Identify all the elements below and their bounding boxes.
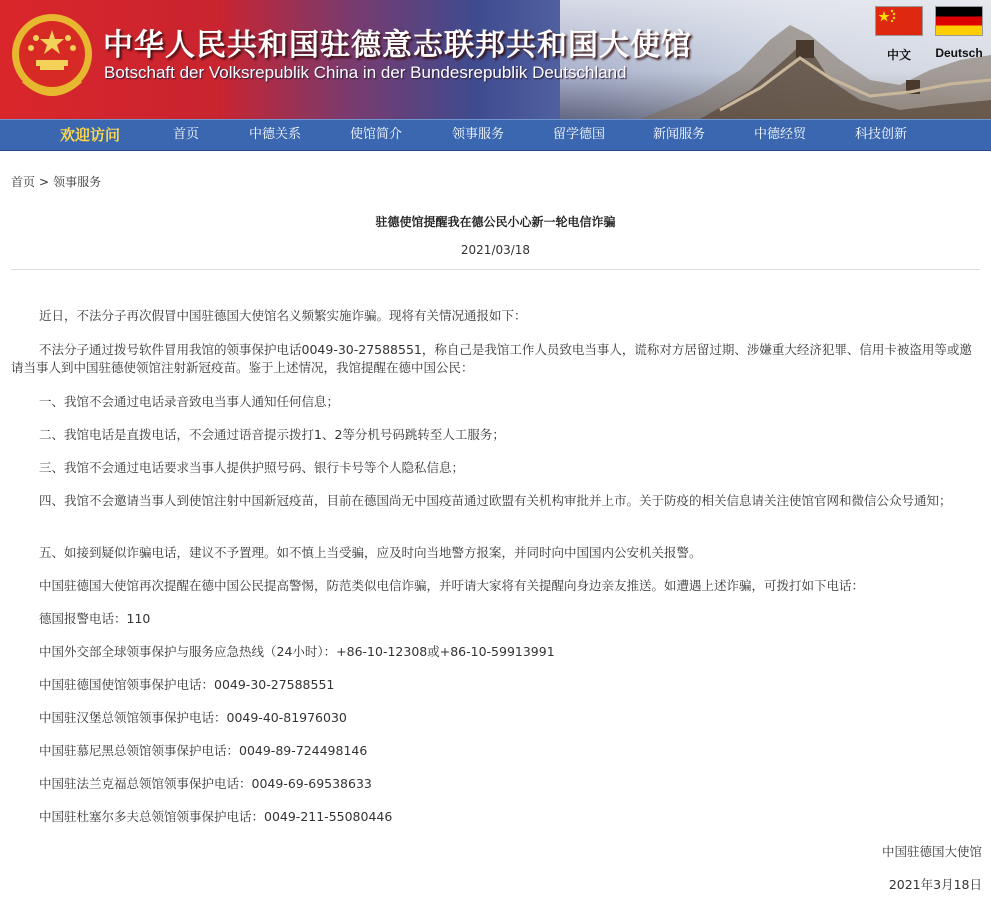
article-title: 驻德使馆提醒我在德公民小心新一轮电信诈骗	[375, 215, 616, 229]
nav-item-science-innovation[interactable]: 科技创新	[854, 127, 907, 142]
article-paragraph: 中国驻德国使馆领事保护电话：0049-30-27588551	[39, 677, 335, 692]
national-emblem-icon	[9, 10, 95, 106]
language-german-label: Deutsch	[935, 46, 983, 60]
article-paragraph: 中国驻慕尼黑总领馆领事保护电话：0049-89-724498146	[39, 743, 368, 758]
breadcrumb-home-link[interactable]: 首页	[11, 175, 36, 189]
article-paragraph: 中国驻汉堡总领馆领事保护电话：0049-40-81976030	[39, 710, 347, 725]
nav-item-consular-services[interactable]: 领事服务	[451, 127, 504, 142]
article-paragraph: 四、我馆不会邀请当事人到使馆注射中国新冠疫苗，目前在德国尚无中国疫苗通过欧盟有关机构审批并上市。关于防疫的相关信息请关注使馆官网和微信公众号通知；	[39, 493, 952, 508]
language-german-link[interactable]	[932, 6, 986, 60]
article-signature: 中国驻德国大使馆	[881, 844, 982, 859]
nav-item-sino-german-relations[interactable]: 中德关系	[248, 127, 301, 142]
article-signature-date: 2021年3月18日	[888, 877, 982, 892]
article-paragraph: 三、我馆不会通过电话要求当事人提供护照号码、银行卡号等个人隐私信息；	[39, 460, 465, 475]
article-paragraph: 二、我馆电话是直拨电话，不会通过语音提示拨打1、2等分机号码跳转至人工服务；	[39, 427, 505, 442]
site-title-chinese: 中华人民共和国驻德意志联邦共和国大使馆	[103, 28, 692, 63]
nav-item-news-services[interactable]: 新闻服务	[652, 127, 705, 142]
main-nav	[0, 119, 991, 151]
header-banner	[0, 0, 991, 119]
article-paragraph: 近日，不法分子再次假冒中国驻德国大使馆名义频繁实施诈骗。现将有关情况通报如下：	[39, 308, 527, 323]
nav-item-embassy-intro[interactable]: 使馆简介	[349, 127, 402, 142]
article-paragraph: 中国驻杜塞尔多夫总领馆领事保护电话：0049-211-55080446	[39, 809, 393, 824]
language-chinese-link[interactable]	[874, 6, 924, 63]
article-paragraph: 中国驻法兰克福总领馆领事保护电话：0049-69-69538633	[39, 776, 372, 791]
nav-item-trade[interactable]: 中德经贸	[753, 127, 806, 142]
article-paragraph: 中国驻德国大使馆再次提醒在德中国公民提高警惕，防范类似电信诈骗，并吁请大家将有关提醒向身边亲友推送。如遭遇上述诈骗，可拨打如下电话：	[39, 578, 865, 593]
divider	[11, 269, 980, 270]
article-paragraph: 不法分子通过拨号软件冒用我馆的领事保护电话0049-30-27588551，称自己是我馆工作人员致电当事人，谎称对方居留过期、涉嫌重大经济犯罪、信用卡被盗用等或邀请当事人到中国驻德使领馆注射新冠疫苗。鉴于上述情况，我馆提醒在德中国公民：	[11, 342, 972, 375]
breadcrumb	[11, 173, 105, 190]
article-paragraph: 中国外交部全球领事保护与服务应急热线（24小时）：+86-10-12308或+86-10-59913991	[39, 644, 555, 659]
nav-welcome: 欢迎访问	[59, 126, 120, 144]
article-paragraph: 德国报警电话：110	[39, 611, 151, 626]
germany-flag-icon	[935, 6, 983, 36]
breadcrumb-separator: >	[39, 175, 50, 189]
article-paragraph: 五、如接到疑似诈骗电话，建议不予置理。如不慎上当受骗，应及时向当地警方报案，并同时向中国国内公安机关报警。	[39, 545, 702, 560]
language-chinese-label: 中文	[886, 48, 911, 62]
article-paragraph: 一、我馆不会通过电话录音致电当事人通知任何信息；	[39, 394, 340, 409]
breadcrumb-current-link[interactable]: 领事服务	[53, 175, 102, 189]
nav-item-study-in-germany[interactable]: 留学德国	[552, 127, 605, 142]
china-flag-icon	[875, 6, 923, 36]
article-date: 2021/03/18	[460, 243, 531, 257]
site-title-german: Botschaft der Volksrepublik China in der Bundesrepublik Deutschland	[104, 63, 627, 82]
nav-item-home[interactable]: 首页	[172, 127, 199, 142]
